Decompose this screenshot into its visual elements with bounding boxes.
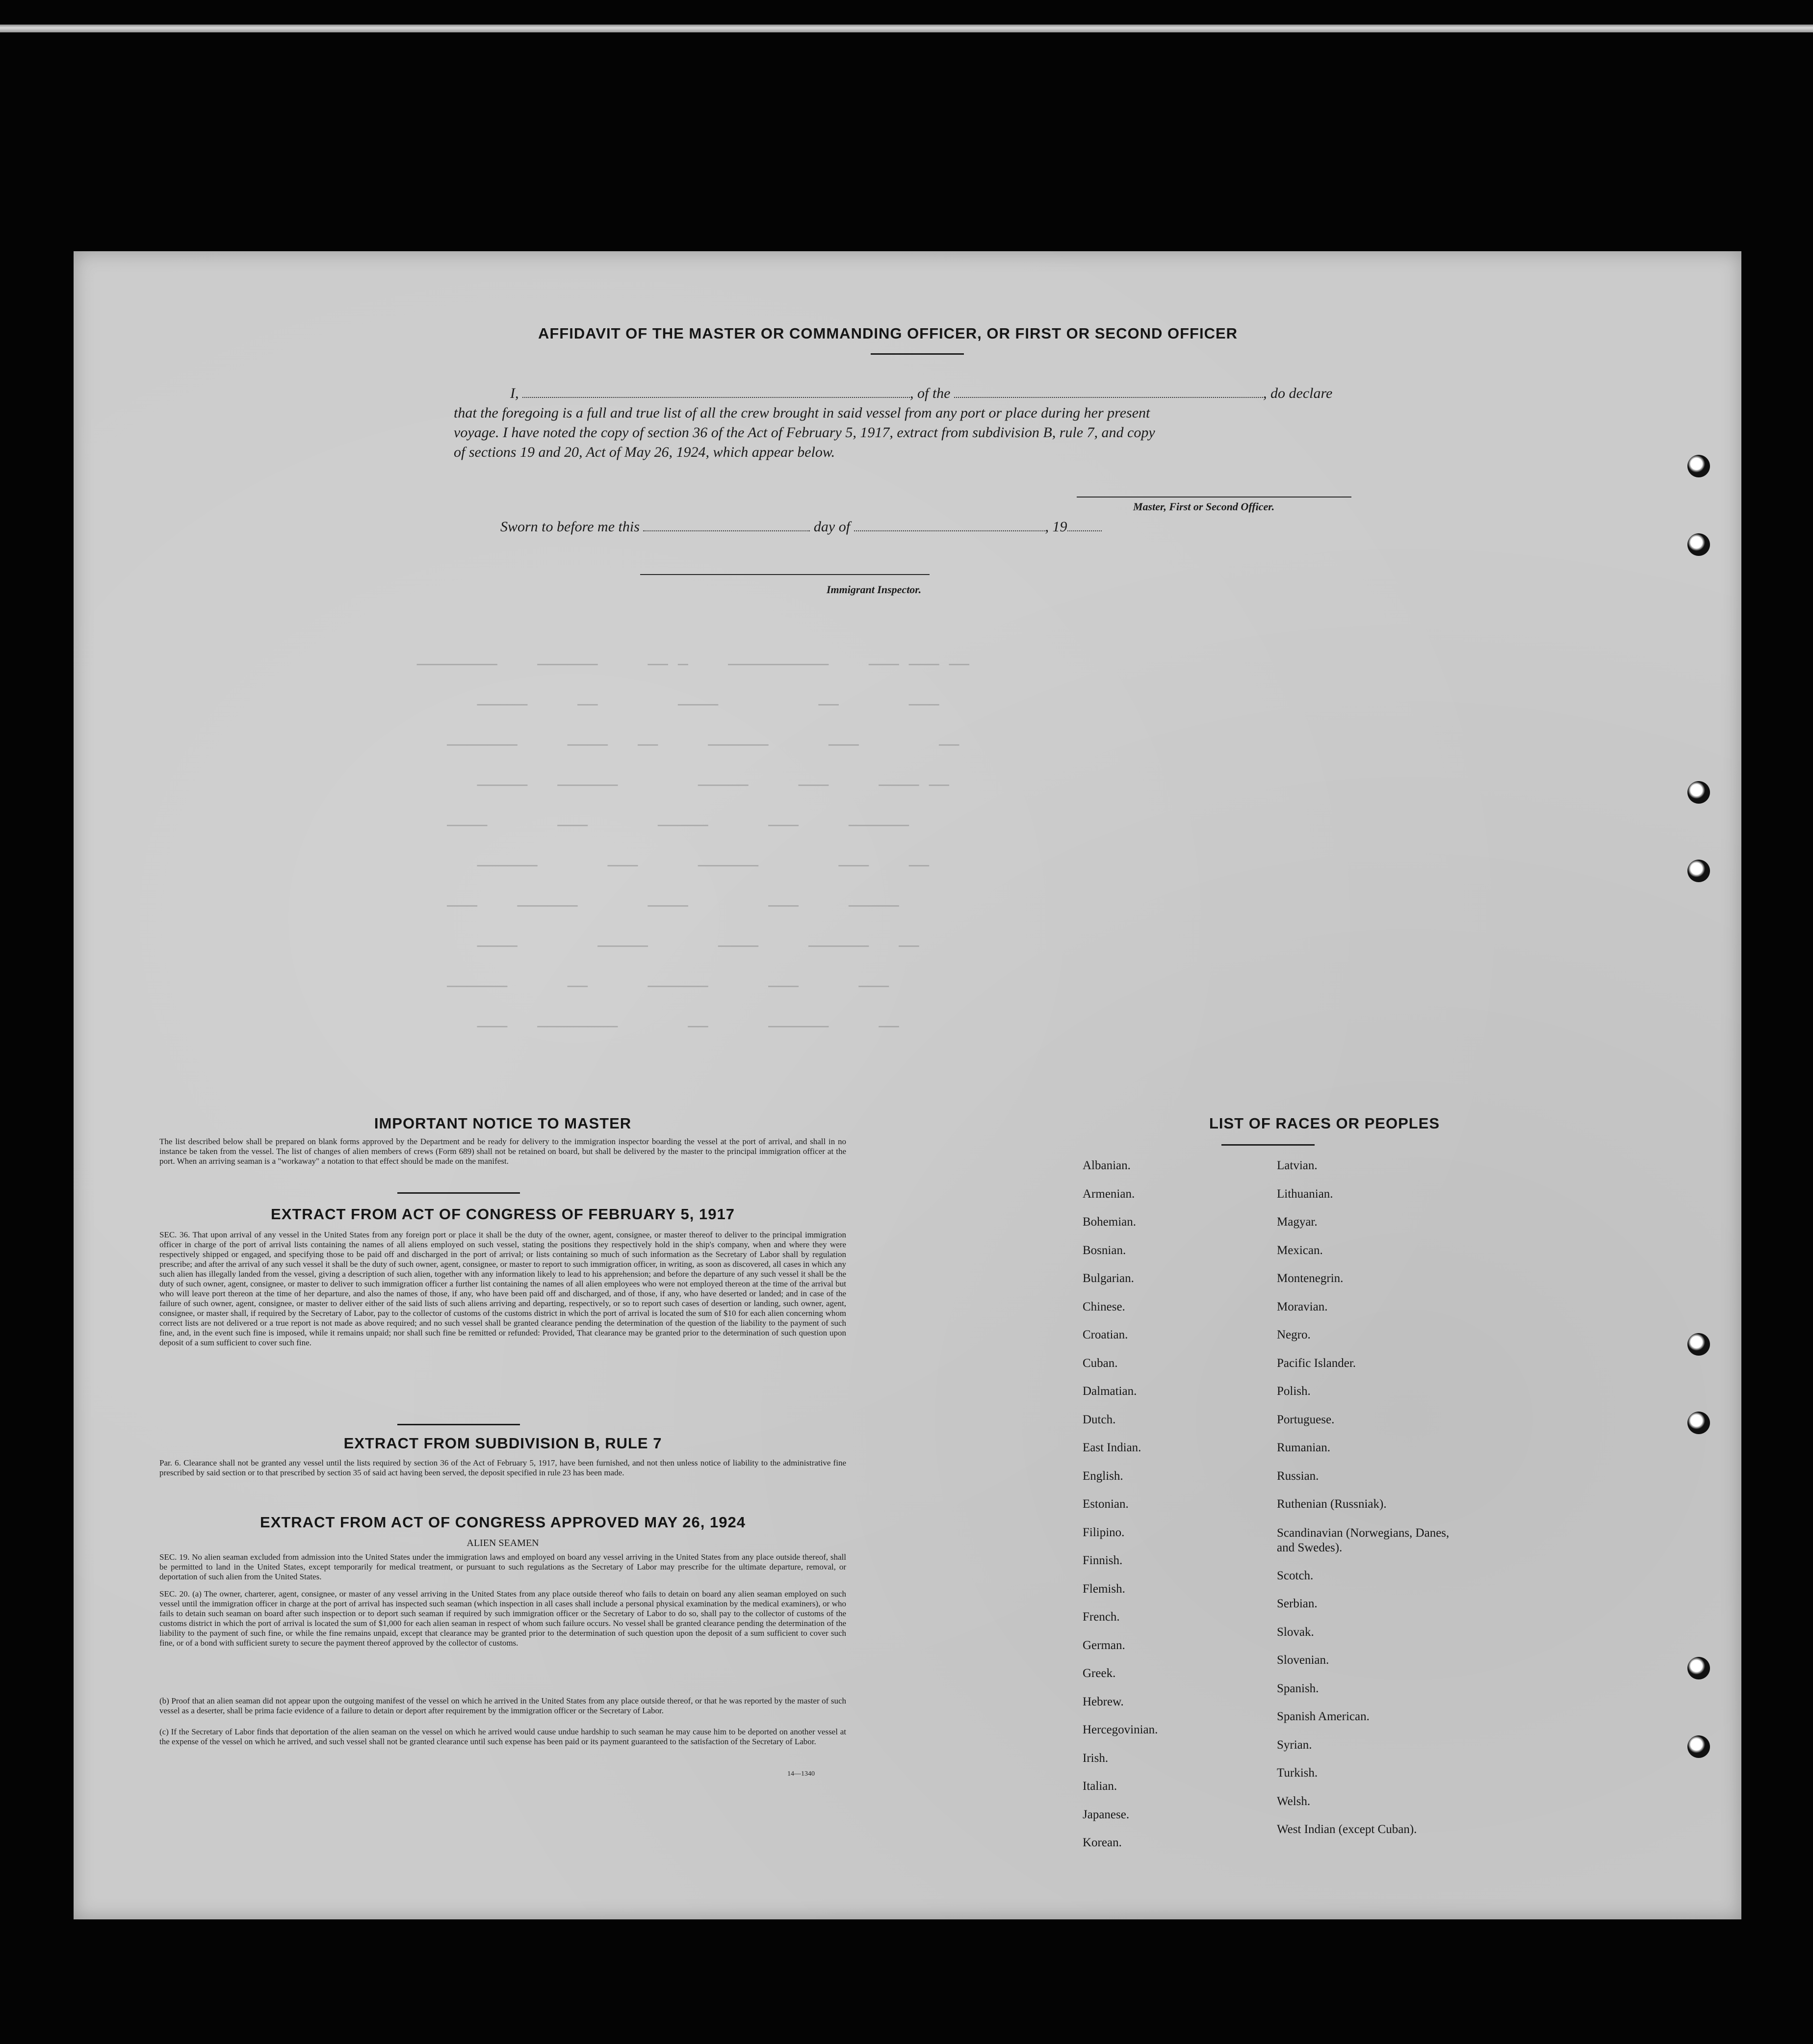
- race-item: Slovak.: [1277, 1625, 1314, 1639]
- race-item: West Indian (except Cuban).: [1277, 1823, 1417, 1836]
- race-item: Polish.: [1277, 1385, 1311, 1398]
- race-item: Turkish.: [1277, 1766, 1318, 1780]
- races-left-column: [1083, 1159, 1259, 1864]
- race-item: Ruthenian (Russniak).: [1277, 1497, 1387, 1511]
- affidavit-line-3: voyage. I have noted the copy of section 36 of the Act of February 5, 1917, extract from subdivision B, rule 7, and copy: [454, 424, 1155, 441]
- race-item: Armenian.: [1083, 1187, 1135, 1201]
- race-item: Mexican.: [1277, 1243, 1323, 1257]
- race-item: Scotch.: [1277, 1569, 1314, 1582]
- affidavit-line-2: that the foregoing is a full and true list of all the crew brought in said vessel from any port or place during her present: [454, 405, 1150, 421]
- affidavit-of-the: , of the: [910, 385, 951, 401]
- race-item: German.: [1083, 1638, 1125, 1652]
- race-item: Pacific Islander.: [1277, 1356, 1356, 1370]
- race-item: Irish.: [1083, 1751, 1109, 1765]
- punch-hole: [1687, 1657, 1710, 1679]
- race-item: Lithuanian.: [1277, 1187, 1333, 1201]
- punch-hole: [1687, 1735, 1710, 1758]
- race-item: Chinese.: [1083, 1300, 1125, 1313]
- race-item: Hebrew.: [1083, 1695, 1124, 1708]
- race-item: Japanese.: [1083, 1808, 1130, 1821]
- form-number: 14—1340: [787, 1770, 815, 1778]
- document-page: [74, 251, 1741, 1919]
- punch-hole: [1687, 1333, 1710, 1356]
- races-title-rule: [1221, 1144, 1315, 1146]
- extract-1924-title: EXTRACT FROM ACT OF CONGRESS APPROVED MAY 26, 1924: [260, 1514, 746, 1531]
- sworn-year: , 19: [1045, 519, 1067, 535]
- race-item: Negro.: [1277, 1328, 1311, 1341]
- affidavit-title-rule: [871, 353, 964, 355]
- sworn-year-blank[interactable]: [1067, 520, 1102, 531]
- notice-title: IMPORTANT NOTICE TO MASTER: [374, 1115, 632, 1132]
- sworn-month-blank[interactable]: [854, 520, 1045, 531]
- name-blank[interactable]: [522, 386, 910, 398]
- race-item: French.: [1083, 1610, 1120, 1624]
- race-item: Spanish American.: [1277, 1710, 1370, 1723]
- race-item: Scandinavian (Norwegians, Danes, and Swedes).: [1277, 1526, 1450, 1554]
- punch-hole: [1687, 860, 1710, 882]
- extract-1924-sec19: SEC. 19. No alien seaman excluded from admission into the United States under the immigration laws and employed on board any vessel arriving in the United States from any place outside thereof, shall be permitted to land in the United States, except temporarily for medical treatment, or pursuant to such regulations as the Secretary of Labor may prescribe for the ultimate departure, removal, or deportation of such alien from the United States.: [159, 1552, 846, 1581]
- race-item: Serbian.: [1277, 1597, 1318, 1610]
- sworn-start: Sworn to before me this: [500, 519, 640, 535]
- affidavit-title: AFFIDAVIT OF THE MASTER OR COMMANDING OFFICER, OR FIRST OR SECOND OFFICER: [538, 325, 1238, 342]
- race-item: Italian.: [1083, 1780, 1117, 1793]
- affidavit-line-4: of sections 19 and 20, Act of May 26, 1924, which appear below.: [454, 444, 835, 460]
- affidavit-text: [454, 384, 1376, 462]
- inspector-signature-line[interactable]: [640, 574, 930, 575]
- race-item: Estonian.: [1083, 1497, 1129, 1511]
- race-item: Bosnian.: [1083, 1243, 1126, 1257]
- race-item: Montenegrin.: [1277, 1272, 1344, 1285]
- race-item: Dutch.: [1083, 1413, 1116, 1426]
- race-item: Finnish.: [1083, 1554, 1123, 1567]
- notice-rule: [397, 1192, 520, 1194]
- master-signature-line[interactable]: [1077, 497, 1351, 498]
- vessel-blank[interactable]: [954, 386, 1263, 398]
- race-item: Bulgarian.: [1083, 1272, 1134, 1285]
- punch-hole: [1687, 781, 1710, 804]
- notice-body: The list described below shall be prepared on blank forms approved by the Department and be ready for delivery to the immigration inspector boarding the vessel at the port of arrival, and shall in no instance be taken from the vessel. The list of changes of alien members of crews (Form 689) shall not be retained on board, but shall be delivered by the master to the principal immigration officer at the port. When an arriving seaman is a "workaway" a notation to that effect should be made on the manifest.: [159, 1137, 846, 1166]
- sworn-day-of: day of: [813, 519, 851, 535]
- race-item: Magyar.: [1277, 1215, 1318, 1229]
- affidavit-declare: , do declare: [1263, 385, 1333, 401]
- extract-1917-body: SEC. 36. That upon arrival of any vessel in the United States from any foreign port or place it shall be the duty of the owner, agent, consignee, or master thereof to deliver to the principal immigration officer in charge of the port of arrival lists containing the names of all aliens employed on such vessel, stating the positions they respectively hold in the ship's company, when and where they were respectively shipped or engaged, and specifying those to be paid off and discharged in the port of arrival; or lists containing so much of such information as the Secretary of Labor shall by regulation prescribe; and after the arrival of any such vessel it shall be the duty of such owner, agent, consignee, or master to report to such immigration officer, in writing, as soon as discovered, all cases in which any such alien has illegally landed from the vessel, giving a description of such alien, together with any information likely to lead to his apprehension; and before the departure of any such vessel it shall be the duty of such owner, agent, consignee, or master to deliver to such immigration officer a further list containing the names of all alien employees who were not employed thereon at the time of the arrival but who will leave port thereon at the time of her departure, and also the names of those, if any, who have been paid off and discharged, and of those, if any, who have deserted or landed; and in case of the failure of such owner, agent, consignee, or master to deliver either of the said lists of such aliens arriving and departing, respectively, or so to report such cases of desertion or landing, such owner, agent, consignee, or master shall, if required by the Secretary of Labor, pay to the collector of customs of the customs district in which the port of arrival is located the sum of $10 for each alien concerning whom correct lists are not delivered or a true report is not made as above required; and no such vessel shall be granted clearance pending the determination of the question of the liability to the payment of such fine, and, in the event such fine is imposed, while it remains unpaid; nor shall such fine be remitted or refunded: Provided, That clearance may be granted prior to the determination of such question upon deposit of a sum sufficient to cover such fine.: [159, 1230, 846, 1347]
- punch-hole: [1687, 1412, 1710, 1434]
- race-item: Russian.: [1277, 1469, 1319, 1483]
- race-item: Moravian.: [1277, 1300, 1328, 1313]
- race-item: Welsh.: [1277, 1794, 1311, 1808]
- race-item: Hercegovinian.: [1083, 1723, 1158, 1736]
- race-item: Syrian.: [1277, 1738, 1312, 1752]
- punch-hole: [1687, 533, 1710, 556]
- race-item: Dalmatian.: [1083, 1385, 1137, 1398]
- alien-seamen-subtitle: ALIEN SEAMEN: [466, 1538, 539, 1548]
- race-item: Bohemian.: [1083, 1215, 1137, 1229]
- master-signature-label: Master, First or Second Officer.: [1133, 500, 1275, 513]
- punch-hole: [1687, 455, 1710, 477]
- extract-1924-sec20a: SEC. 20. (a) The owner, charterer, agent, consignee, or master of any vessel arriving in the United States from any place outside thereof who fails to detain on board any alien seaman employed on such vessel until the immigration officer in charge at the port of arrival has inspected such seaman (which inspection in all cases shall include a personal physical examination by the medical examiners), or who fails to detain such seaman on board after such inspection or to deport such seaman if required by such immigration officer or the Secretary of Labor to do so, shall pay to the collector of customs of the customs district in which the port of arrival is located the sum of $1,000 for each alien seaman in respect of whom such failure occurs. No vessel shall be granted clearance pending the determination of the liability to the payment of such fine, or while the fine remains unpaid, except that clearance may be granted prior to the determination of such question upon the deposit of a sum sufficient to cover such fine, or of a bond with sufficient surety to secure the payment thereof approved by the collector of customs.: [159, 1589, 846, 1648]
- race-item: Cuban.: [1083, 1356, 1118, 1370]
- race-item: Greek.: [1083, 1667, 1116, 1680]
- race-item: Latvian.: [1277, 1159, 1318, 1172]
- races-right-column: [1277, 1159, 1463, 1851]
- sworn-line: [500, 519, 1102, 535]
- extract-1924-sec20b: (b) Proof that an alien seaman did not appear upon the outgoing manifest of the vessel on which he arrived in the United States from any place outside thereof, or that he was reported by the master of such vessel as a deserter, shall be prima facie evidence of a failure to detain or deport after requirement by the immigration officer or the Secretary of Labor.: [159, 1696, 846, 1715]
- affidavit-i: I,: [510, 385, 519, 401]
- race-item: Slovenian.: [1277, 1653, 1329, 1667]
- race-item: Albanian.: [1083, 1159, 1131, 1172]
- race-item: Spanish.: [1277, 1681, 1319, 1695]
- race-item: English.: [1083, 1469, 1123, 1483]
- race-item: Filipino.: [1083, 1525, 1125, 1539]
- inspector-signature-label: Immigrant Inspector.: [827, 583, 922, 596]
- race-item: Rumanian.: [1277, 1441, 1331, 1454]
- sworn-day-blank[interactable]: [643, 520, 810, 531]
- extract-1917-title: EXTRACT FROM ACT OF CONGRESS OF FEBRUARY 5, 1917: [271, 1205, 735, 1223]
- race-item: East Indian.: [1083, 1441, 1141, 1454]
- extract-1924-sec20c: (c) If the Secretary of Labor finds that deportation of the alien seaman on the vessel on which he arrived would cause undue hardship to such seaman he may cause him to be deported on another vessel at the expense of the vessel on which he arrived, and such vessel shall not be granted clearance until such expense has been paid or its payment guaranteed to the satisfaction of the Secretary of Labor.: [159, 1727, 846, 1746]
- bleed-through-texture: ──────── ────── ── ─ ────────── ─── ─── ── ───── ── ──── ── ─── ─────── ──── ── ────── ─── ── ───── ────── ───── ─── ──── ── ──── ─── ───── ─── ────── ────── ─── ────── ─── ── ─── ────── ──── ─── ───── ──── ───── ──── ────── ── ────── ── ────── ─── ─── ─── ──────── ── ────── ──: [417, 655, 969, 1037]
- race-item: Croatian.: [1083, 1328, 1128, 1341]
- race-item: Portuguese.: [1277, 1413, 1335, 1426]
- races-title: LIST OF RACES OR PEOPLES: [1209, 1115, 1440, 1132]
- race-item: Flemish.: [1083, 1582, 1125, 1596]
- race-item: Korean.: [1083, 1836, 1122, 1849]
- scan-top-strip: [0, 25, 1813, 32]
- extract-rule7-title: EXTRACT FROM SUBDIVISION B, RULE 7: [343, 1435, 662, 1452]
- extract-1917-rule: [397, 1424, 520, 1425]
- extract-rule7-body: Par. 6. Clearance shall not be granted any vessel until the lists required by section 36 of the Act of February 5, 1917, have been furnished, and not then unless notice of liability to the administrative fine prescribed by said section or to that prescribed by section 35 of said act having been served, the deposit specified in rule 23 has been made.: [159, 1458, 846, 1477]
